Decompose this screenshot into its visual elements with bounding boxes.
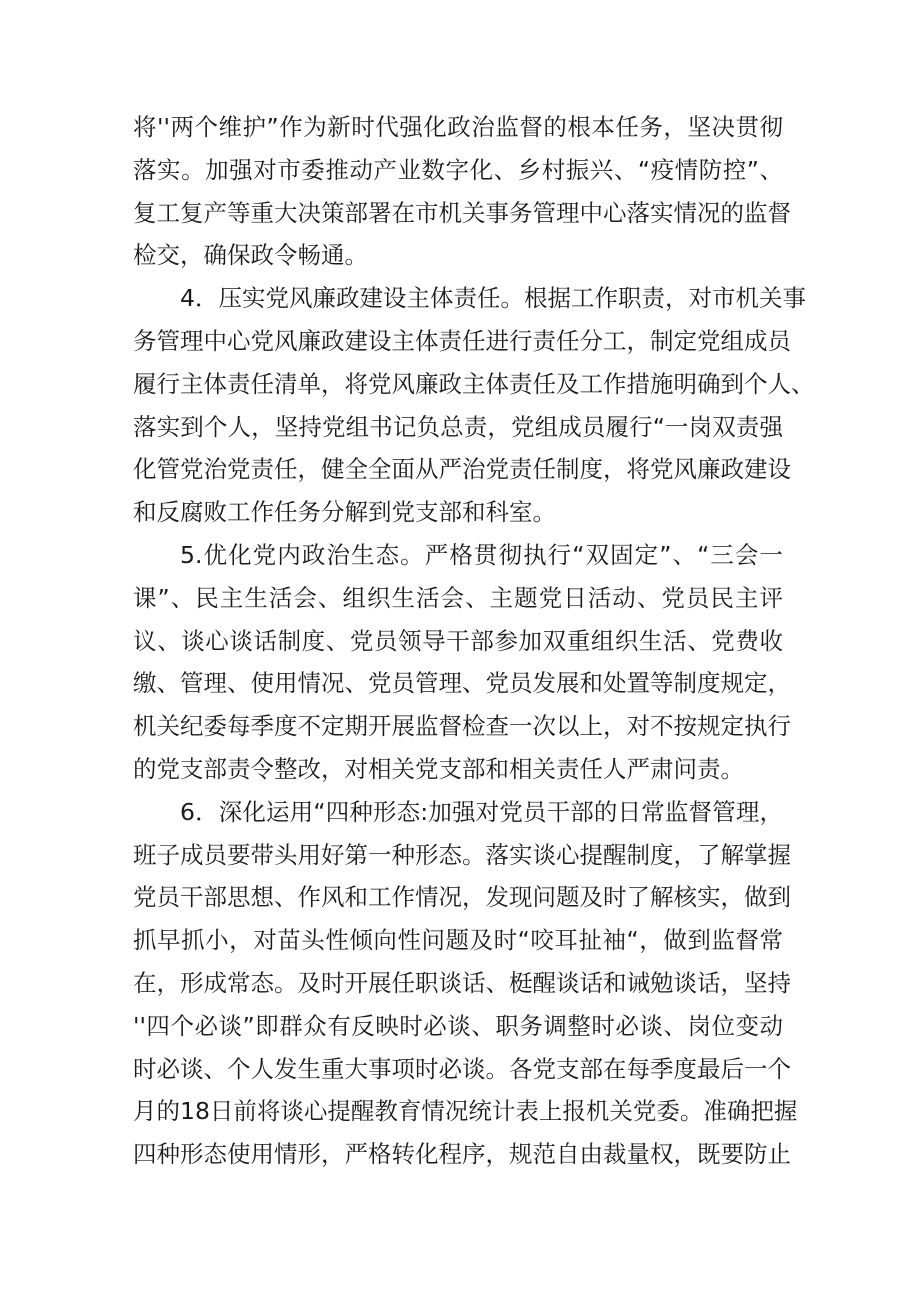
text-line: 在，形成常态。及时开展任职谈话、梃醒谈话和诫勉谈话，坚持	[133, 968, 791, 997]
paragraph-5-heading-line: 5.优化党内政治生态。严格贯彻执行“双固定”、“三会一	[180, 540, 783, 569]
text-line: 复工复产等重大决策部署在市机关事务管理中心落实情况的监督	[133, 198, 791, 227]
paragraph-6-heading-line: 6．深化运用“四种形态:加强对党员干部的日常监督管理，	[180, 797, 783, 826]
text-line: ''四个必谈”即群众有反映时必谈、职务调整时必谈、岗位变动	[133, 1011, 783, 1040]
text-line: 落实。加强对市委推动产业数字化、乡村振兴、“疫情防控”、	[133, 155, 783, 184]
text-line: 时必谈、个人发生重大事项时必谈。各党支部在每季度最后一个	[133, 1054, 791, 1083]
text-line: 议、谈心谈话制度、党员领导干部参加双重组织生活、党费收	[133, 626, 783, 655]
text-line: 月的18日前将谈心提醒教育情况统计表上报机关党委。准确把握	[133, 1097, 798, 1126]
text-line: 抓早抓小，对苗头性倾向性问题及时“咬耳扯袖“，做到监督常	[133, 926, 783, 955]
paragraph-4-heading-line: 4．压实党风廉政建设主体责任。根据工作职责，对市机关事	[180, 284, 806, 313]
text-line: 党员干部思想、作风和工作情况，发现问题及时了解核实，做到	[133, 883, 791, 912]
text-line: 化管党治党责任，健全全面从严治党责任制度，将党风廉政建设	[133, 455, 791, 484]
text-line: 机关纪委每季度不定期开展监督检查一次以上，对不按规定执行	[133, 712, 791, 741]
text-line: 的党支部责令整改，对相关党支部和相关责任人严肃问责。	[133, 754, 744, 783]
text-line: 落实到个人，坚持党组书记负总责，党组成员履行“一岗双责强	[133, 412, 783, 441]
text-line: 检交，确保政令畅通。	[133, 241, 368, 270]
text-line: 将''两个维护”作为新时代强化政治监督的根本任务，坚决贯彻	[133, 113, 783, 141]
text-line: 和反腐败工作任务分解到党支部和科室。	[133, 498, 556, 527]
text-line: 四种形态使用情形，严格转化程序，规范自由裁量权，既要防止	[133, 1140, 791, 1169]
text-line: 履行主体责任清单，将党风廉政主体责任及工作措施明确到个人、	[133, 369, 815, 398]
text-line: 课”、民主生活会、组织生活会、主题党日活动、党员民主评	[133, 583, 783, 612]
text-line: 务管理中心党风廉政建设主体责任进行责任分工，制定党组成员	[133, 326, 791, 355]
text-line: 班子成员要带头用好第一种形态。落实谈心提醒制度，了解掌握	[133, 840, 791, 869]
text-line: 缴、管理、使用情况、党员管理、党员发展和处置等制度规定，	[133, 669, 791, 698]
document-body	[133, 106, 815, 1176]
